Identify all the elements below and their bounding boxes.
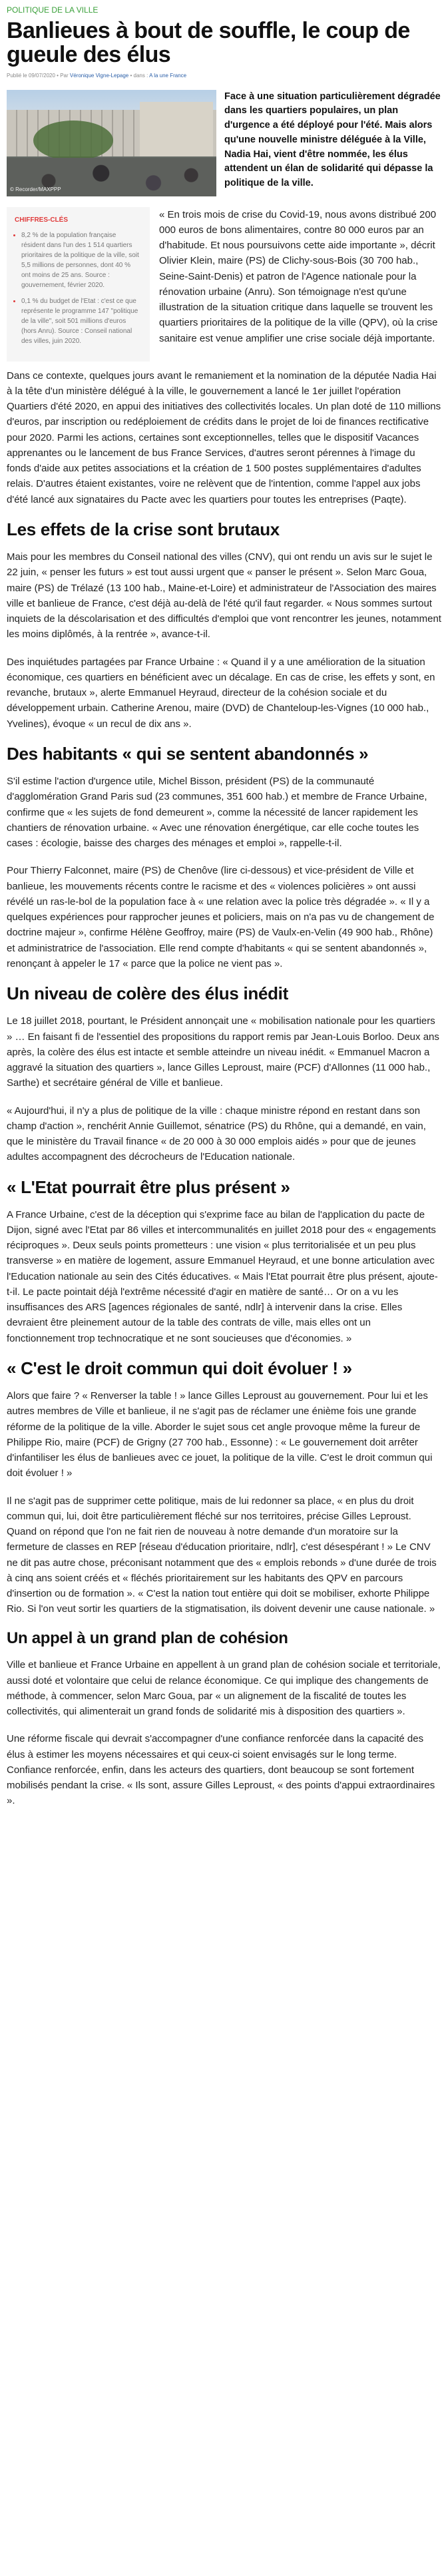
paragraph: « Aujourd'hui, il n'y a plus de politique de la ville : chaque ministre répond en restant dans son champ d'action », renchérit Annie Guillemot, sénatrice (PS) du Rhône, qui a demandé, en vain, que le ministère du Travail finance « de 20 000 à 30 000 emplois aidés » pour que de jeunes adultes accompagnent des décrocheurs de l'Education nationale. [7,1105,426,1163]
key-figure-item: • 0,1 % du budget de l'Etat : c'est ce que représente le programme 147 "politique de la ville", soit 501 millions d'euros (hors Anru). Source : Conseil national des villes, juin 2020. [21,296,140,346]
article-meta [7,72,441,80]
paragraph: S'il estime l'action d'urgence utile, Michel Bisson, président (PS) de la communauté d'agglomération Grand Paris sud (23 communes, 351 600 hab.) et membre de France Urbaine, confirme que « les sujets de fond demeurent », comme la nécessité de lancer rapidement les chantiers de rénovation urbaine. « Avec une rénovation énergétique, car elle coche toutes les cases : écologie, baisse des charges des ménages et emploi », rappelle-t-il. [7,776,427,850]
photo-trees [33,121,113,160]
author-link[interactable]: Véronique Vigne-Lepage [69,73,129,79]
paragraph: Une réforme fiscale qui devrait s'accompagner d'une confiance renforcée dans la capacité des élus à estimer les moyens nécessaires et qui ceux-ci soient envisagés sur le long terme. Confiance renforcée, enfin, dans les acteurs des quartiers, dont beaucoup se sont fortement mobilisés pendant la crise. « Ils sont, assure Gilles Leproust, « des points d'appui extraordinaires ». [7,1733,435,1807]
section-heading: Les effets de la crise sont brutaux [7,519,280,539]
meta-published: Publié le 09/07/2020 • Par [7,73,70,79]
paragraph: Pour Thierry Falconnet, maire (PS) de Chenôve (lire ci-dessous) et vice-président de Ville et banlieue, les mouvements récents contre le racisme et des « violences policières » ont aussi révélé un ras-le-bol de la population face à « une relation avec la police très dégradée ». « Il y a quelques expériences pour rapprocher jeunes et policiers, mais on n'a pas vu de changement de doctrine majeur », confirme Hélène Geoffroy, maire (PS) de Vaulx-en-Velin (49 900 hab., Rhône) et administratrice de l'association. Elle rend compte d'habitants « qui se sentent abandonnés », renonçant à appeler le 17 « parce que la police ne vient pas ». [7,865,435,969]
paragraph: Il ne s'agit pas de supprimer cette politique, mais de lui redonner sa place, « en plus du droit commun qui, lui, doit être particulièrement fléché sur nos territoires, précise Gilles Leproust. Quand on répond que l'on ne fait rien de nouveau à notre demande d'un moratoire sur la fermeture de classes en REP [réseau d'éducation prioritaire, ndlr], c'est désespérant ! » Le CNV ne dit pas autre chose, préconisant notamment que des « emplois rebonds » d'une durée de trois à cinq ans soient créés et « fléchés prioritairement sur les habitants des QPV en parcours d'insertion ou de formation ». « C'est la nation tout entière qui doit se mobiliser, exhorte Philippe Rio. Si l'on veut sortir les quartiers de la stigmatisation, ils doivent devenir une cause nationale. » [7,1495,437,1615]
photo-credit: © Recorder/MAXPPP [10,186,61,193]
photo-building-right [140,102,213,156]
keyfigures-row [7,207,441,362]
article-title: Banlieues à bout de souffle, le coup de gueule des élus [7,17,410,67]
paragraph: Alors que faire ? « Renverser la table ! » lance Gilles Leproust au gouvernement. Pour lui et les autres membres de Ville et banlieue, il ne s'agit pas de réclamer une énième fois une grande réforme de la politique de la ville. Aborder le sujet sous cet angle provoque même la fureur de Philippe Rio, maire (PCF) de Grigny (27 700 hab., Essonne) : « Le gouvernement doit arrêter d'infantiliser les élus de banlieues avec ce jouet, la politique de la ville. C'est le droit commun qui doit évoluer ! » [7,1390,433,1479]
key-figure-item: • 8,2 % de la population française résident dans l'un des 1 514 quartiers prioritaires de la politique de la ville, soit 5,5 millions de personnes, dont 40 % ont moins de 25 ans. Source : gouvernement, février 2020. [21,230,140,290]
meta-in: • dans : [128,73,150,79]
paragraph: A France Urbaine, c'est de la déception qui s'exprime face au bilan de l'application du pacte de Dijon, signé avec l'Etat par 86 villes et intercommunalités en juillet 2018 pour des « engagements réciproques ». Deux seuls points prometteurs : une vision « plus territorialisée et un peu plus transverse » en matière de logement, assure Emmanuel Heyraud, et une bonne articulation avec l'Education nationale au sein des Cités éducatives. « Mais l'Etat pourrait être plus présent, ajoute-t-il. Le pacte pointait déjà l'extrême nécessité d'agir en matière de santé… Or on a vu les insuffisances des ARS [agences régionales de santé, ndlr] à intervenir dans la crise. Elles devraient être pleinement autour de la table des contrats de ville, mais elles ont un fonctionnement trop technocratique et ne sont soucieuses que d'économies. » [7,1208,438,1344]
lead-block [7,90,441,196]
paragraph: Ville et banlieue et France Urbaine en appellent à un grand plan de cohésion sociale et territoriale, aussi doté et volontaire que celui de relance économique. Ce qui implique des changements de méthode, à commencer, selon Marc Goua, par « un alignement de la fiscalité de toutes les collectivités, qui alimenterait un grand fonds de solidarité mis à disposition des quartiers ». [7,1659,441,1718]
key-figures-title: CHIFFRES-CLÉS [15,216,68,224]
paragraph: « En trois mois de crise du Covid-19, nous avons distribué 200 000 euros de bons alimentaires, contre 80 000 euros par an d'habitude. Et nous poursuivons cette aide importante », décrit Olivier Klein, maire (PS) de Clichy-sous-Bois (30 700 hab., Seine-Saint-Denis) et patron de l'Agence nationale pour la rénovation urbaine (Anru). Son témoignage n'est qu'une illustration de la situation critique dans laquelle se trouvent les quartiers prioritaires de la politique de la ville (QPV), où la crise sanitaire est venue amplifier une crise sociale déjà importante. [159,208,438,344]
section-heading: « C'est le droit commun qui doit évoluer ! » [7,1358,352,1378]
paragraph: Le 18 juillet 2018, pourtant, le Président annonçait une « mobilisation nationale pour les quartiers » … En faisant fi de l'essentiel des propositions du rapport remis par Jean-Louis Borloo. Deux ans après, la colère des élus est intacte et semble atteindre un niveau inédit. « Emmanuel Macron a aggravé la situation des quartiers », lance Gilles Leproust, maire (PCF) d'Allonnes (11 000 hab., Sarthe) et secrétaire général de Ville et banlieue. [7,1015,439,1089]
section-heading: Un appel à un grand plan de cohésion [7,1629,288,1647]
paragraph: Mais pour les membres du Conseil national des villes (CNV), qui ont rendu un avis sur le sujet le 22 juin, « penser les futurs » est tout aussi urgent que « panser le présent ». Selon Marc Goua, maire (PS) de Trélazé (13 100 hab., Maine-et-Loire) et administrateur de l'Association des maires ville et banlieue de France, c'est déjà au-delà de l'été qu'il faut regarder. « Nous sommes surtout inquiets de la déscolarisation et des difficultés d'emploi que vont rencontrer les jeunes, notamment les moins diplômés, à la rentrée », avance-t-il. [7,551,441,641]
key-figures-box [7,207,150,362]
section-heading: Des habitants « qui se sentent abandonnés » [7,743,369,764]
section-link[interactable]: A la une France [149,73,187,79]
intro-text [159,207,441,362]
section-heading: « L'Etat pourrait être plus présent » [7,1176,290,1197]
paragraph: Dans ce contexte, quelques jours avant le remaniement et la nomination de la députée Nadia Hai à la tête d'un ministère délégué à la ville, le gouvernement a lancé le 1er juillet l'opération Quartiers d'été 2020, en appui des initiatives des collectivités locales. Un plan doté de 110 millions d'euros, par inscription ou redéploiement de crédits dans le projet de loi de finances rectificative pour 2020. Parmi les actions, certaines sont exceptionnelles, telles que le dispositif Vacances apprenantes ou le lancement de bus France Services, d'autres seront pérennes à l'image du fonds d'aide aux petites associations et la création de 1 500 postes supplémentaires d'adultes relais. D'autres étaient existantes, voire ne relèvent que de l'intention, comme l'appel aux jobs d'été lancé aux signataires du Pacte avec les quartiers pour toutes les entreprises (Paqte). [7,370,441,505]
paragraph: Des inquiétudes partagées par France Urbaine : « Quand il y a une amélioration de la situation économique, ces quartiers en bénéficient avec un décalage. En cas de crise, les effets y sont, en revanche, brutaux », alerte Emmanuel Heyraud, directeur de la cohésion sociale et du développement urbain. Catherine Arenou, maire (DVD) de Chanteloup-les-Vignes (10 000 hab., Yvelines), évoque « un recul de dix ans ». [7,656,435,730]
article-lead: Face à une situation particulièrement dégradée dans les quartiers populaires, un plan d'urgence a été déployé pour l'été. Mais alors qu'une nouvelle ministre déléguée à la Ville, Nadia Hai, vient d'être nommée, les élus attendent un élan de solidarité qui dépasse la politique de la ville. [224,91,441,189]
article-photo [7,90,216,196]
key-figures-list [15,230,140,346]
article-rubric[interactable]: POLITIQUE DE LA VILLE [7,5,99,15]
section-heading: Un niveau de colère des élus inédit [7,983,288,1004]
